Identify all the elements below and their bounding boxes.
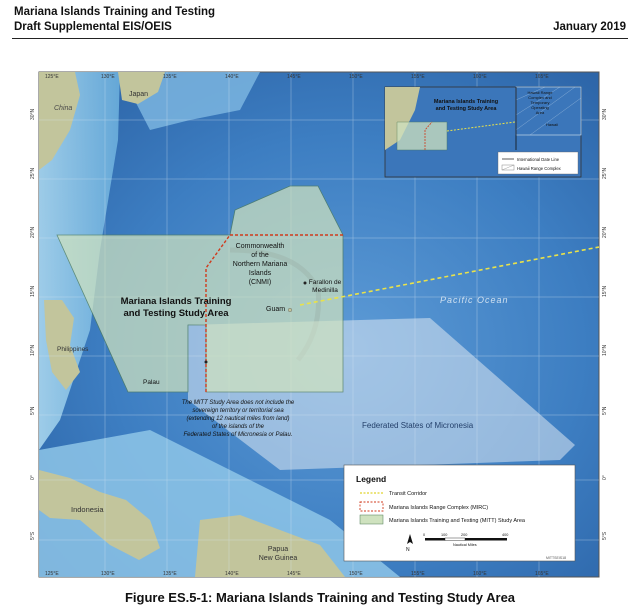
- legend-item-mirc: Mariana Islands Range Complex (MIRC): [389, 505, 489, 511]
- svg-text:20°N: 20°N: [602, 226, 608, 238]
- document-date: January 2019: [553, 21, 626, 33]
- svg-text:5°N: 5°N: [602, 406, 608, 415]
- svg-text:155°E: 155°E: [411, 74, 425, 80]
- label-study-area: [121, 296, 232, 319]
- svg-text:160°E: 160°E: [473, 571, 487, 577]
- document-subtitle: Draft Supplemental EIS/OEIS: [14, 21, 172, 33]
- svg-text:of the: of the: [251, 252, 269, 259]
- svg-text:Farallon de: Farallon de: [308, 279, 342, 286]
- svg-text:130°E: 130°E: [101, 74, 115, 80]
- label-china: China: [54, 105, 73, 112]
- svg-text:Operating: Operating: [531, 105, 549, 110]
- svg-text:(CNMI): (CNMI): [248, 279, 272, 286]
- svg-text:Complex and: Complex and: [528, 95, 552, 100]
- svg-text:Papua: Papua: [267, 546, 289, 553]
- svg-text:sovereign territory or territo: sovereign territory or territorial sea: [192, 408, 284, 414]
- svg-text:30°N: 30°N: [30, 108, 36, 120]
- svg-text:Temporary: Temporary: [530, 100, 550, 105]
- inset-legend-date-line: International Date Line: [517, 157, 560, 162]
- svg-text:30°N: 30°N: [602, 108, 608, 120]
- svg-text:Mariana Islands Training: Mariana Islands Training: [120, 296, 232, 307]
- svg-text:and Testing Study Area: and Testing Study Area: [435, 106, 497, 112]
- farallon-de-medinilla-marker: [304, 282, 307, 285]
- svg-text:0: 0: [423, 533, 426, 537]
- svg-text:100: 100: [441, 533, 448, 537]
- map-legend: [344, 465, 575, 561]
- svg-text:135°E: 135°E: [163, 571, 177, 577]
- figure-caption: Figure ES.5-1: Mariana Islands Training and Testing Study Area: [124, 590, 516, 605]
- svg-text:155°E: 155°E: [411, 571, 425, 577]
- svg-text:165°E: 165°E: [535, 74, 549, 80]
- svg-text:15°N: 15°N: [602, 285, 608, 297]
- svg-text:Medinilla: Medinilla: [312, 287, 338, 294]
- label-fsm: Federated States of Micronesia: [362, 421, 474, 430]
- label-pacific-ocean: Pacific Ocean: [440, 295, 509, 305]
- label-palau: Palau: [143, 379, 160, 386]
- svg-text:New Guinea: New Guinea: [258, 555, 298, 562]
- legend-item-mitt: Mariana Islands Training and Testing (MITT) Study Area: [389, 518, 525, 524]
- svg-text:0°: 0°: [602, 475, 608, 480]
- label-indonesia: Indonesia: [71, 505, 104, 514]
- svg-text:145°E: 145°E: [287, 74, 301, 80]
- scale-unit: Nautical Miles: [453, 543, 477, 547]
- svg-text:(extending 12 nautical miles f: (extending 12 nautical miles from land): [186, 416, 290, 422]
- svg-text:140°E: 140°E: [225, 571, 239, 577]
- svg-text:0°: 0°: [30, 475, 36, 480]
- svg-text:150°E: 150°E: [349, 74, 363, 80]
- svg-text:15°N: 15°N: [30, 285, 36, 297]
- svg-text:145°E: 145°E: [287, 571, 301, 577]
- lat-ticks-left: [30, 108, 36, 540]
- mirc-point-marker: [205, 361, 208, 364]
- svg-text:400: 400: [502, 533, 509, 537]
- svg-text:Commonwealth: Commonwealth: [235, 243, 285, 250]
- legend-item-transit: Transit Corridor: [389, 491, 427, 497]
- svg-text:165°E: 165°E: [535, 571, 549, 577]
- svg-text:150°E: 150°E: [349, 571, 363, 577]
- svg-text:Hawaii Range: Hawaii Range: [527, 90, 553, 95]
- label-japan: Japan: [129, 91, 149, 98]
- svg-text:25°N: 25°N: [30, 167, 36, 179]
- legend-title: Legend: [356, 474, 387, 484]
- svg-text:140°E: 140°E: [225, 74, 239, 80]
- svg-text:Federated States of Micronesia: Federated States of Micronesia or Palau.: [183, 432, 293, 438]
- svg-text:Islands: Islands: [248, 270, 272, 277]
- svg-text:5°N: 5°N: [30, 406, 36, 415]
- north-label: N: [406, 547, 410, 553]
- label-guam: Guam: [266, 306, 286, 313]
- inset-legend-hrc: Hawaii Range Complex: [517, 166, 561, 171]
- label-mitt-note: [182, 400, 295, 438]
- label-philippines: Philippines: [57, 346, 89, 353]
- svg-text:10°N: 10°N: [602, 344, 608, 356]
- svg-text:130°E: 130°E: [101, 571, 115, 577]
- svg-text:160°E: 160°E: [473, 74, 487, 80]
- svg-text:Northern Mariana: Northern Mariana: [232, 261, 288, 268]
- svg-text:of the islands of the: of the islands of the: [211, 424, 265, 430]
- svg-text:125°E: 125°E: [45, 571, 59, 577]
- svg-text:25°N: 25°N: [602, 167, 608, 179]
- document-title: Mariana Islands Training and Testing: [14, 6, 216, 18]
- svg-text:5°S: 5°S: [602, 531, 608, 540]
- guam-marker: [288, 308, 292, 312]
- svg-text:5°S: 5°S: [30, 531, 36, 540]
- svg-text:200: 200: [461, 533, 468, 537]
- svg-text:Mariana Islands Training: Mariana Islands Training: [433, 99, 499, 105]
- svg-text:10°N: 10°N: [30, 344, 36, 356]
- svg-text:Area: Area: [535, 110, 545, 115]
- inset-title: [434, 99, 498, 112]
- svg-text:125°E: 125°E: [45, 74, 59, 80]
- lat-ticks-right: [602, 108, 608, 540]
- map-credit: MITTSEIS18: [546, 556, 567, 560]
- inset-map: [385, 87, 581, 177]
- svg-text:20°N: 20°N: [30, 226, 36, 238]
- inset-label-hawaii: Hawaii: [546, 122, 559, 127]
- label-farallon: [309, 279, 342, 294]
- svg-text:and Testing Study Area: and Testing Study Area: [123, 308, 229, 319]
- svg-text:135°E: 135°E: [163, 74, 177, 80]
- svg-text:The MITT Study Area does not i: The MITT Study Area does not include the: [181, 400, 295, 406]
